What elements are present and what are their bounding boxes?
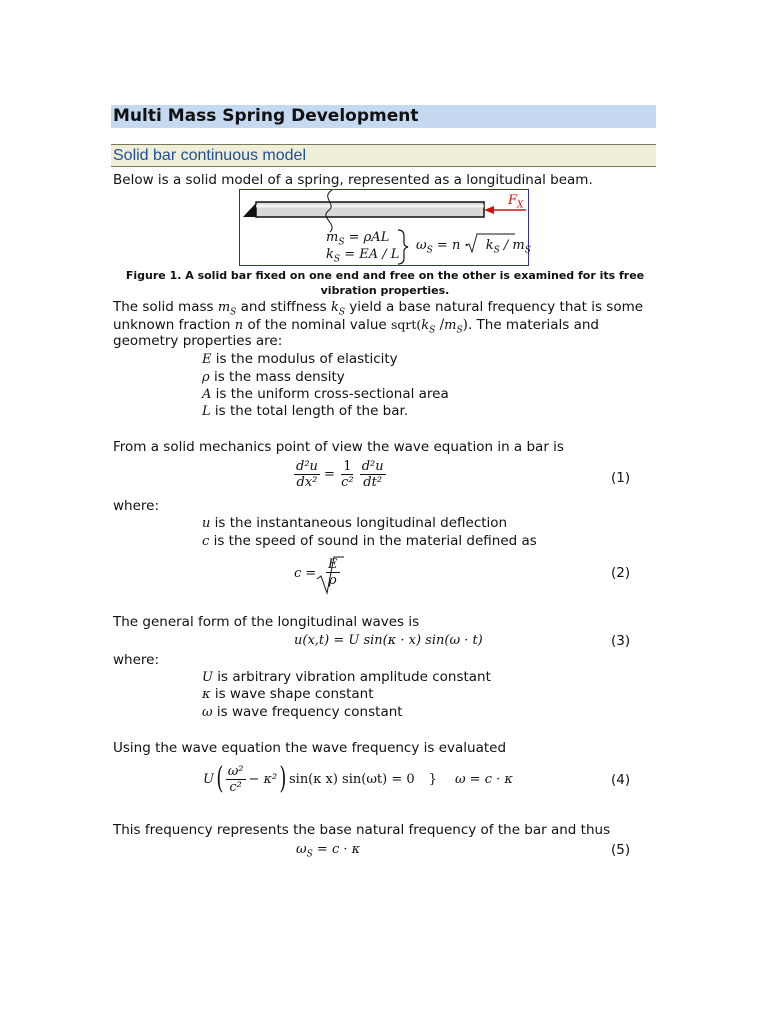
equation-number: (2) [611,565,631,581]
equation-5: $\omega_S = c \cdot \kappa$ [296,842,361,860]
equation-4: U ( $\frac{\text{ω²}}{\text{c²}}$ − κ² ) sin(κ x) sin(ωt) = 0 } ω = c · κ [203,761,513,796]
paragraph-line: The solid mass $m_S$ and stiffness $k_S$ yield a base natural frequency that is some [113,299,644,318]
definition-item: U is arbitrary vibration amplitude constant [202,669,491,685]
paragraph-line: where: [113,498,160,514]
paren-right: ) [279,761,287,796]
force-arrow-icon [484,206,494,214]
equation-number: (4) [611,772,631,788]
stiffness-definition: $k_S$ = EA / L [326,247,400,265]
paragraph-line: geometry properties are: [113,333,283,349]
property-item: A is the uniform cross-sectional area [202,386,449,402]
paragraph-line: The general form of the longitudinal waves is [113,614,420,630]
property-item: L is the total length of the bar. [202,403,409,419]
brace-icon [398,230,408,264]
intro-text: Below is a solid model of a spring, represented as a longitudinal beam. [113,172,593,188]
paragraph-line: Using the wave equation the wave frequency is evaluated [113,740,507,756]
fixed-support-icon [243,203,256,217]
paragraph-line: This frequency represents the base natural frequency of the bar and thus [113,822,611,838]
paragraph-line: unknown fraction n of the nominal value $sqrt(k_S$ $/m_S$). The materials and [113,317,600,336]
frequency-definition: $\omega_S = n \cdot k_S / m_S$ [416,238,531,256]
paragraph-line: From a solid mechanics point of view the wave equation in a bar is [113,439,564,455]
equation-1: $\frac{\text{d²u}}{\text{dx²}}$ = $\frac{1}{\text{c²}}$ $\frac{\text{d²u}}{\text{dt²}}$ [296,459,384,490]
equation-3: u(x,t) = U sin(κ · x) sin(ω · t) [294,633,483,648]
equation-number: (3) [611,633,631,649]
equation-number: (5) [611,842,631,858]
definition-item: u is the instantaneous longitudinal deflection [202,515,508,531]
equation-number: (1) [611,470,631,486]
force-label: $F_X$ [508,193,524,211]
mass-definition: $m_S = \rho AL$ [326,230,390,248]
paren-left: ( [216,761,224,796]
definition-item: c is the speed of sound in the material defined as [202,533,537,549]
page-title: Multi Mass Spring Development [111,105,656,128]
definition-item: κ is wave shape constant [202,686,374,702]
figure-caption: Figure 1. A solid bar fixed on one end and free on the other is examined for its free vibration properties. [125,269,645,297]
bar [256,202,484,217]
paragraph-line: where: [113,652,160,668]
figure-frame [239,189,529,266]
definition-item: ω is wave frequency constant [202,704,403,720]
property-item: ρ is the mass density [202,369,345,385]
section-heading: Solid bar continuous model [111,144,656,167]
property-item: E is the modulus of elasticity [202,351,398,367]
